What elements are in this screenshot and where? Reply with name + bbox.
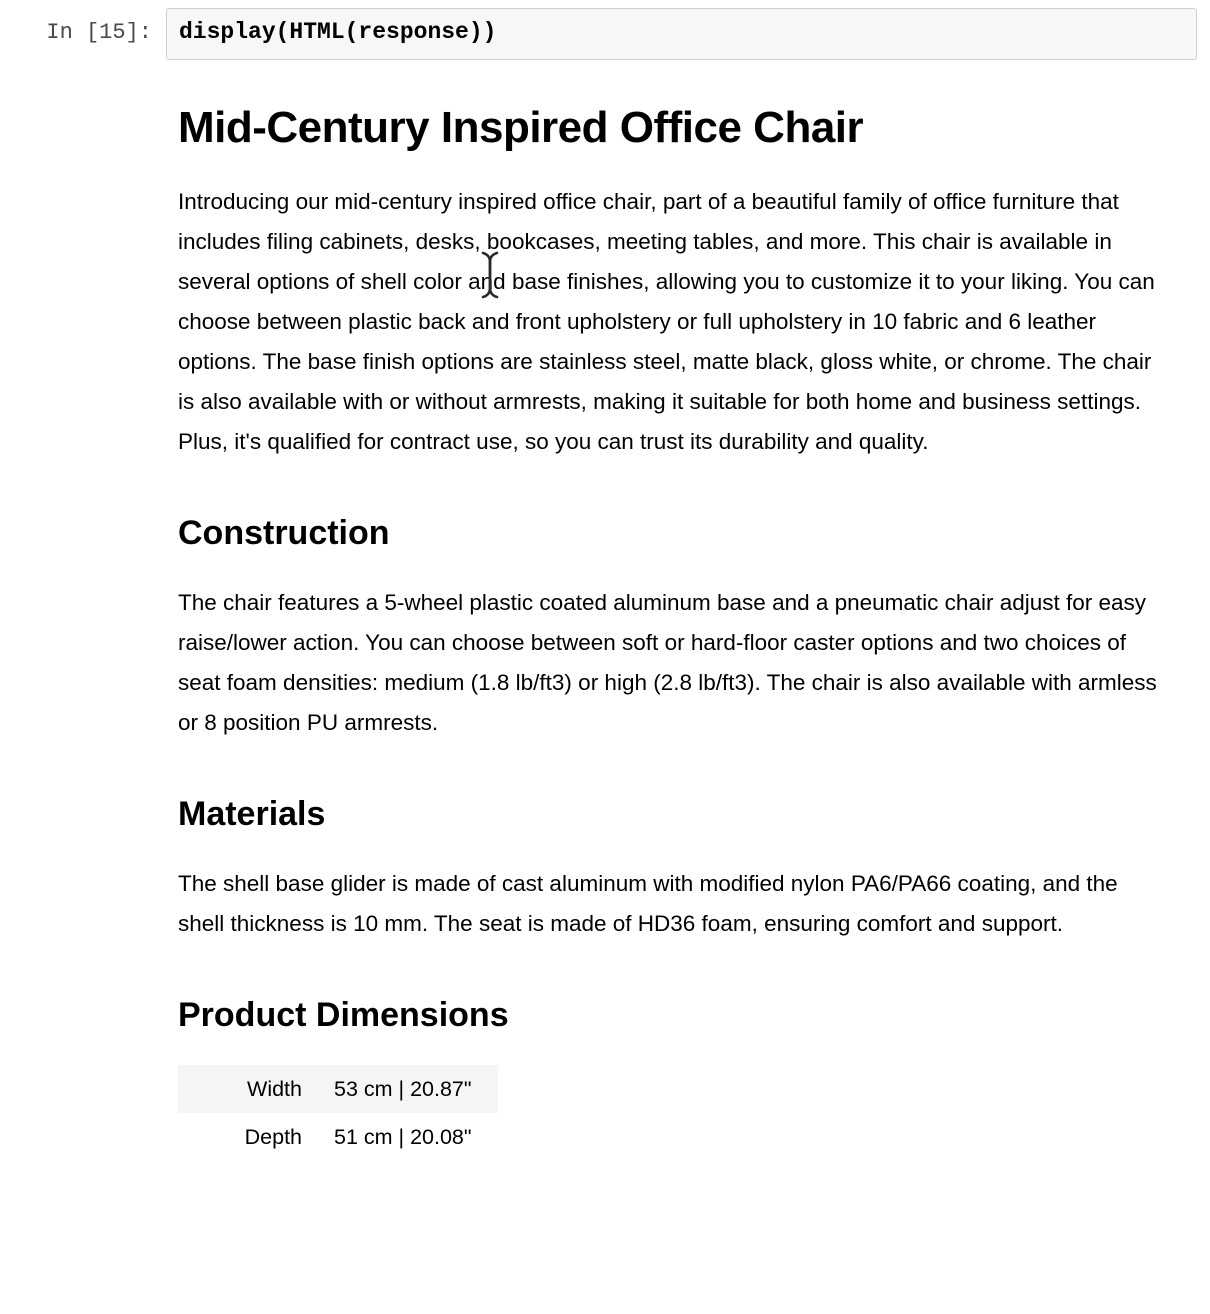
table-row: [178, 1065, 498, 1113]
product-title: Mid-Century Inspired Office Chair: [178, 103, 864, 152]
construction-heading: Construction: [178, 514, 390, 553]
product-intro-paragraph: Introducing our mid-century inspired office chair, part of a beautiful family of office furniture that includes filing cabinets, desks, bookcases, meeting tables, and more. This chair is available in several options of shell color and base finishes, allowing you to customize it to your liking. You can choose between plastic back and front upholstery or full upholstery in 10 fabric and 6 leather options. The base finish options are stainless steel, matte black, gloss white, or chrome. The chair is also available with or without armrests, making it suitable for both home and business settings. Plus, it's qualified for contract use, so you can trust its durability and quality.: [178, 189, 1155, 455]
notebook-input-cell: [0, 0, 1210, 60]
product-dimensions-heading: Product Dimensions: [178, 996, 509, 1035]
materials-heading: Materials: [178, 795, 326, 834]
dimension-value: 51 cm | 20.08": [334, 1125, 472, 1150]
construction-paragraph: The chair features a 5-wheel plastic coated aluminum base and a pneumatic chair adjust for easy raise/lower action. You can choose between soft or hard-floor caster options and two choices of seat foam densities: medium (1.8 lb/ft3) or high (2.8 lb/ft3). The chair is also available with armless or 8 position PU armrests.: [178, 590, 1157, 736]
code-editor[interactable]: [166, 8, 1197, 60]
notebook-output-area: [178, 104, 1170, 1161]
dimension-value: 53 cm | 20.87": [334, 1077, 472, 1102]
materials-paragraph: The shell base glider is made of cast aluminum with modified nylon PA6/PA66 coating, and the shell thickness is 10 mm. The seat is made of HD36 foam, ensuring comfort and support.: [178, 871, 1118, 937]
dimensions-table: [178, 1065, 498, 1161]
cell-execution-prompt: In [15]:: [46, 20, 152, 45]
table-row: [178, 1113, 498, 1161]
dimension-label: Width: [247, 1077, 302, 1102]
code-line[interactable]: display(HTML(response)): [179, 19, 497, 45]
dimension-label: Depth: [244, 1125, 302, 1150]
